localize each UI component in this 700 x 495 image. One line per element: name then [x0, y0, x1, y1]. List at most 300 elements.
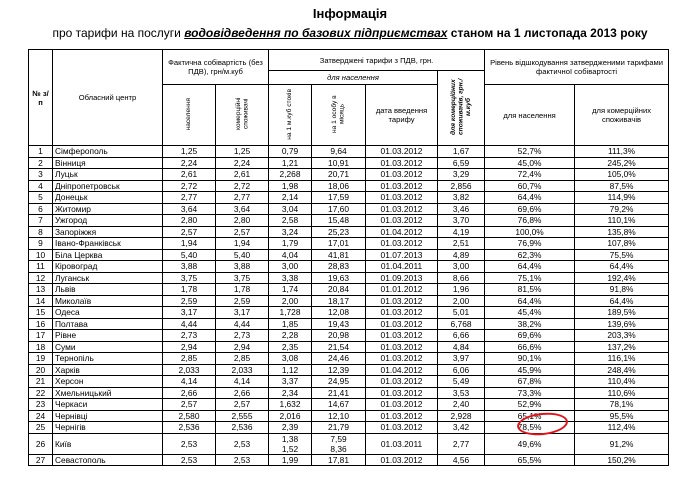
table-row — [29, 215, 669, 227]
cell-cc: 2,59 — [216, 295, 269, 307]
header-level: Рівень відшкодування затвердженими тарифами фактичної собівартості — [485, 50, 669, 85]
cell-cc: 2,66 — [216, 387, 269, 399]
cell-lp: 69,6% — [485, 203, 575, 215]
cell-city: Чернігів — [53, 422, 163, 434]
cell-city: Тернопіль — [53, 353, 163, 365]
cell-lp: 75,1% — [485, 272, 575, 284]
cell-n: 6 — [29, 203, 53, 215]
cell-n: 21 — [29, 376, 53, 388]
cell-tc: 8,66 — [438, 272, 485, 284]
document-title: Інформація — [312, 6, 388, 21]
cell-t1: 1,21 — [269, 157, 312, 169]
cell-lc: 91,2% — [575, 433, 669, 454]
cell-t2: 12,39 — [312, 364, 366, 376]
cell-tc: 1,96 — [438, 284, 485, 296]
cell-d: 01.03.2012 — [366, 307, 438, 319]
cell-cp: 2,57 — [163, 399, 216, 411]
cell-lp: 76,8% — [485, 215, 575, 227]
cell-t2: 15,48 — [312, 215, 366, 227]
cell-tc: 6,06 — [438, 364, 485, 376]
cell-t1: 2,35 — [269, 341, 312, 353]
cell-lc: 110,1% — [575, 215, 669, 227]
cell-t2: 14,67 — [312, 399, 366, 411]
cell-tc: 2,51 — [438, 238, 485, 250]
cell-lc: 111,3% — [575, 146, 669, 158]
cell-d: 01.03.2012 — [366, 422, 438, 434]
cell-cp: 2,59 — [163, 295, 216, 307]
cell-cp: 2,580 — [163, 410, 216, 422]
cell-city: Сімферополь — [53, 146, 163, 158]
cell-cp: 2,033 — [163, 364, 216, 376]
cell-tc: 3,00 — [438, 261, 485, 273]
cell-lc: 135,8% — [575, 226, 669, 238]
header-per-cube: на 1 м.куб стоків — [269, 85, 312, 146]
cell-tc: 6,66 — [438, 330, 485, 342]
cell-n: 22 — [29, 387, 53, 399]
cell-city: Луцьк — [53, 169, 163, 181]
cell-cc: 2,033 — [216, 364, 269, 376]
cell-cp: 4,14 — [163, 376, 216, 388]
cell-city: Дніпропетровськ — [53, 180, 163, 192]
cell-t1: 3,38 — [269, 272, 312, 284]
cell-t2: 24,95 — [312, 376, 366, 388]
cell-cc: 2,24 — [216, 157, 269, 169]
cell-city: Запоріжжя — [53, 226, 163, 238]
cell-tc: 3,53 — [438, 387, 485, 399]
cell-lp: 81,5% — [485, 284, 575, 296]
cell-cp: 3,88 — [163, 261, 216, 273]
cell-d: 01.03.2012 — [366, 169, 438, 181]
cell-city: Луганськ — [53, 272, 163, 284]
cell-n: 10 — [29, 249, 53, 261]
cell-t2: 24,46 — [312, 353, 366, 365]
cell-cp: 2,73 — [163, 330, 216, 342]
cell-lc: 114,9% — [575, 192, 669, 204]
cell-t1: 2,14 — [269, 192, 312, 204]
cell-cp: 3,17 — [163, 307, 216, 319]
cell-d: 01.04.2012 — [366, 226, 438, 238]
cell-t2: 20,98 — [312, 330, 366, 342]
cell-cc: 3,17 — [216, 307, 269, 319]
cell-t1: 3,00 — [269, 261, 312, 273]
cell-d: 01.03.2012 — [366, 180, 438, 192]
cell-n: 3 — [29, 169, 53, 181]
subtitle-emphasis: водовідведення по базових підприємствах — [184, 26, 448, 40]
cell-n: 4 — [29, 180, 53, 192]
cell-n: 17 — [29, 330, 53, 342]
cell-t2: 19,63 — [312, 272, 366, 284]
cell-lp: 65,5% — [485, 454, 575, 466]
cell-lc: 192,4% — [575, 272, 669, 284]
cell-lc: 110,6% — [575, 387, 669, 399]
cell-d: 01.03.2012 — [366, 353, 438, 365]
cell-cp: 1,78 — [163, 284, 216, 296]
table-row — [29, 249, 669, 261]
cell-city: Чернівці — [53, 410, 163, 422]
cell-cc: 2,94 — [216, 341, 269, 353]
cell-d: 01.03.2012 — [366, 238, 438, 250]
cell-cc: 4,14 — [216, 376, 269, 388]
cell-lp: 100,0% — [485, 226, 575, 238]
cell-t2: 12,10 — [312, 410, 366, 422]
cell-lp: 66,6% — [485, 341, 575, 353]
table-row — [29, 433, 669, 454]
table-row — [29, 203, 669, 215]
cell-city: Севастополь — [53, 454, 163, 466]
cell-cp: 2,80 — [163, 215, 216, 227]
cell-d: 01.03.2011 — [366, 433, 438, 454]
cell-n: 16 — [29, 318, 53, 330]
cell-d: 01.03.2012 — [366, 376, 438, 388]
cell-tc: 4,84 — [438, 341, 485, 353]
cell-lp: 64,4% — [485, 295, 575, 307]
cell-lc: 110,4% — [575, 376, 669, 388]
table-row — [29, 399, 669, 411]
cell-city: Івано-Франківськ — [53, 238, 163, 250]
header-center: Обласний центр — [53, 50, 163, 146]
cell-lc: 137,2% — [575, 341, 669, 353]
cell-t1: 1,79 — [269, 238, 312, 250]
cell-cc: 4,44 — [216, 318, 269, 330]
cell-cp: 1,94 — [163, 238, 216, 250]
tariff-table — [28, 49, 669, 466]
cell-lc: 91,8% — [575, 284, 669, 296]
table-row — [29, 295, 669, 307]
cell-n: 2 — [29, 157, 53, 169]
cell-t1: 4,04 — [269, 249, 312, 261]
cell-city: Миколаїв — [53, 295, 163, 307]
table-row — [29, 226, 669, 238]
cell-t2: 17,01 — [312, 238, 366, 250]
cell-t2: 7,59 8,36 — [312, 433, 366, 454]
cell-lc: 75,5% — [575, 249, 669, 261]
table-row — [29, 284, 669, 296]
cell-city: Кіровоград — [53, 261, 163, 273]
cell-t2: 17,81 — [312, 454, 366, 466]
cell-n: 26 — [29, 433, 53, 454]
cell-t2: 41,81 — [312, 249, 366, 261]
cell-cc: 3,88 — [216, 261, 269, 273]
cell-lc: 95,5% — [575, 410, 669, 422]
cell-t2: 21,79 — [312, 422, 366, 434]
cell-tc: 6,768 — [438, 318, 485, 330]
cell-t2: 9,64 — [312, 146, 366, 158]
cell-t1: 3,08 — [269, 353, 312, 365]
cell-cc: 3,75 — [216, 272, 269, 284]
cell-lp: 73,3% — [485, 387, 575, 399]
cell-cc: 2,57 — [216, 399, 269, 411]
cell-city: Рівне — [53, 330, 163, 342]
cell-city: Херсон — [53, 376, 163, 388]
cell-n: 11 — [29, 261, 53, 273]
table-row — [29, 353, 669, 365]
header-tariffs: Затверджені тарифи з ПДВ, грн. — [269, 50, 485, 71]
cell-t1: 1,99 — [269, 454, 312, 466]
cell-cp: 2,85 — [163, 353, 216, 365]
cell-n: 23 — [29, 399, 53, 411]
cell-lc: 139,6% — [575, 318, 669, 330]
cell-cp: 4,44 — [163, 318, 216, 330]
cell-lp: 64,4% — [485, 192, 575, 204]
header-date: дата введення тарифу — [366, 85, 438, 146]
cell-t1: 1,74 — [269, 284, 312, 296]
cell-tc: 3,82 — [438, 192, 485, 204]
cell-city: Суми — [53, 341, 163, 353]
cell-n: 19 — [29, 353, 53, 365]
cell-d: 01.03.2012 — [366, 146, 438, 158]
cell-lc: 245,2% — [575, 157, 669, 169]
cell-t1: 3,37 — [269, 376, 312, 388]
cell-n: 13 — [29, 284, 53, 296]
cell-lp: 64,4% — [485, 261, 575, 273]
cell-city: Київ — [53, 433, 163, 454]
table-row — [29, 330, 669, 342]
cell-lc: 189,5% — [575, 307, 669, 319]
cell-tc: 6,59 — [438, 157, 485, 169]
table-row — [29, 146, 669, 158]
cell-lp: 72,4% — [485, 169, 575, 181]
cell-n: 18 — [29, 341, 53, 353]
cell-lc: 79,2% — [575, 203, 669, 215]
cell-cc: 2,72 — [216, 180, 269, 192]
cell-cc: 2,57 — [216, 226, 269, 238]
cell-t2: 19,43 — [312, 318, 366, 330]
cell-city: Харків — [53, 364, 163, 376]
cell-lp: 45,4% — [485, 307, 575, 319]
cell-d: 01.03.2012 — [366, 192, 438, 204]
cell-n: 1 — [29, 146, 53, 158]
cell-t1: 1,38 1,52 — [269, 433, 312, 454]
cell-cp: 2,72 — [163, 180, 216, 192]
cell-lc: 112,4% — [575, 422, 669, 434]
cell-d: 01.07.2013 — [366, 249, 438, 261]
cell-city: Одеса — [53, 307, 163, 319]
cell-tc: 2,77 — [438, 433, 485, 454]
cell-n: 27 — [29, 454, 53, 466]
cell-cp: 2,66 — [163, 387, 216, 399]
cell-d: 01.03.2012 — [366, 215, 438, 227]
cell-lp: 67,8% — [485, 376, 575, 388]
cell-cc: 2,61 — [216, 169, 269, 181]
cell-t2: 20,71 — [312, 169, 366, 181]
cell-t2: 28,83 — [312, 261, 366, 273]
table-row — [29, 180, 669, 192]
cell-t1: 1,728 — [269, 307, 312, 319]
cell-lp: 45,0% — [485, 157, 575, 169]
cell-city: Львів — [53, 284, 163, 296]
cell-d: 01.03.2012 — [366, 341, 438, 353]
cell-cc: 2,536 — [216, 422, 269, 434]
cell-t1: 2,28 — [269, 330, 312, 342]
cell-cc: 2,85 — [216, 353, 269, 365]
cell-cc: 2,53 — [216, 454, 269, 466]
header-level-commercial: для комерційних споживачів — [575, 85, 669, 146]
cell-t1: 1,98 — [269, 180, 312, 192]
cell-cp: 1,25 — [163, 146, 216, 158]
cell-cc: 5,40 — [216, 249, 269, 261]
cell-tc: 3,42 — [438, 422, 485, 434]
cell-t1: 0,79 — [269, 146, 312, 158]
cell-cc: 1,78 — [216, 284, 269, 296]
cell-lp: 76,9% — [485, 238, 575, 250]
cell-cp: 2,53 — [163, 454, 216, 466]
cell-t2: 17,60 — [312, 203, 366, 215]
cell-n: 25 — [29, 422, 53, 434]
cell-d: 01.03.2012 — [366, 454, 438, 466]
cell-d: 01.03.2012 — [366, 387, 438, 399]
header-num: № з/п — [29, 50, 53, 146]
cell-lc: 64,4% — [575, 295, 669, 307]
cell-n: 8 — [29, 226, 53, 238]
table-row — [29, 376, 669, 388]
cell-t2: 18,06 — [312, 180, 366, 192]
cell-cc: 3,64 — [216, 203, 269, 215]
cell-cc: 2,73 — [216, 330, 269, 342]
table-row — [29, 272, 669, 284]
table-row — [29, 341, 669, 353]
header-cost-commercial: комерційні споживачі — [216, 85, 269, 146]
cell-cc: 2,555 — [216, 410, 269, 422]
cell-d: 01.03.2012 — [366, 203, 438, 215]
cell-d: 01.03.2012 — [366, 295, 438, 307]
cell-t1: 1,12 — [269, 364, 312, 376]
cell-t1: 2,34 — [269, 387, 312, 399]
cell-tc: 2,928 — [438, 410, 485, 422]
cell-cp: 2,53 — [163, 433, 216, 454]
cell-cc: 2,80 — [216, 215, 269, 227]
cell-n: 15 — [29, 307, 53, 319]
cell-city: Донецьк — [53, 192, 163, 204]
cell-t2: 17,59 — [312, 192, 366, 204]
header-for-population: для населення — [269, 71, 438, 85]
table-row — [29, 157, 669, 169]
cell-lp: 60,7% — [485, 180, 575, 192]
cell-d: 01.03.2012 — [366, 157, 438, 169]
cell-cc: 1,25 — [216, 146, 269, 158]
cell-lp: 38,2% — [485, 318, 575, 330]
header-per-person: на 1 особу в місяць — [312, 85, 366, 146]
cell-tc: 2,00 — [438, 295, 485, 307]
cell-d: 01.04.2012 — [366, 364, 438, 376]
cell-city: Полтава — [53, 318, 163, 330]
table-row — [29, 364, 669, 376]
cell-lp: 62,3% — [485, 249, 575, 261]
cell-t1: 2,58 — [269, 215, 312, 227]
cell-cp: 2,77 — [163, 192, 216, 204]
subtitle-pre: про тарифи на послуги — [52, 26, 185, 40]
cell-cc: 1,94 — [216, 238, 269, 250]
cell-cp: 2,536 — [163, 422, 216, 434]
cell-cp: 2,24 — [163, 157, 216, 169]
cell-tc: 3,97 — [438, 353, 485, 365]
cell-lp: 69,6% — [485, 330, 575, 342]
cell-d: 01.04.2011 — [366, 261, 438, 273]
cell-t1: 2,016 — [269, 410, 312, 422]
cell-city: Хмельницький — [53, 387, 163, 399]
cell-t2: 10,91 — [312, 157, 366, 169]
cell-lp: 65,1% — [485, 410, 575, 422]
cell-lp: 90,1% — [485, 353, 575, 365]
cell-lp: 52,7% — [485, 146, 575, 158]
header-commercial-tariff: для комерційних споживачів, грн./м.куб — [438, 71, 485, 146]
cell-tc: 2,40 — [438, 399, 485, 411]
cell-city: Біла Церква — [53, 249, 163, 261]
cell-n: 7 — [29, 215, 53, 227]
cell-cp: 3,64 — [163, 203, 216, 215]
cell-tc: 3,29 — [438, 169, 485, 181]
cell-t1: 1,632 — [269, 399, 312, 411]
cell-n: 5 — [29, 192, 53, 204]
cell-cp: 5,40 — [163, 249, 216, 261]
document-subtitle — [0, 25, 700, 41]
cell-t1: 3,04 — [269, 203, 312, 215]
header-cost: Фактична собівартість (без ПДВ), грн/м.куб — [163, 50, 269, 85]
cell-city: Житомир — [53, 203, 163, 215]
cell-tc: 4,19 — [438, 226, 485, 238]
document-header — [0, 6, 700, 41]
table-row — [29, 410, 669, 422]
cell-d: 01.03.2012 — [366, 318, 438, 330]
table-body — [29, 146, 669, 466]
cell-tc: 1,67 — [438, 146, 485, 158]
cell-n: 12 — [29, 272, 53, 284]
cell-lc: 150,2% — [575, 454, 669, 466]
header-cost-population: населення — [163, 85, 216, 146]
cell-n: 9 — [29, 238, 53, 250]
cell-n: 14 — [29, 295, 53, 307]
table-row — [29, 454, 669, 466]
cell-tc: 2,856 — [438, 180, 485, 192]
cell-tc: 5,01 — [438, 307, 485, 319]
cell-lp: 78,5% — [485, 422, 575, 434]
cell-t1: 2,39 — [269, 422, 312, 434]
cell-cc: 2,77 — [216, 192, 269, 204]
cell-lc: 116,1% — [575, 353, 669, 365]
cell-lc: 248,4% — [575, 364, 669, 376]
cell-lp: 52,9% — [485, 399, 575, 411]
cell-t1: 2,00 — [269, 295, 312, 307]
cell-d: 01.01.2012 — [366, 284, 438, 296]
table-row — [29, 422, 669, 434]
cell-tc: 4,89 — [438, 249, 485, 261]
cell-lc: 203,3% — [575, 330, 669, 342]
cell-d: 01.09.2013 — [366, 272, 438, 284]
cell-lc: 64,4% — [575, 261, 669, 273]
cell-t1: 3,24 — [269, 226, 312, 238]
cell-d: 01.03.2012 — [366, 410, 438, 422]
cell-n: 20 — [29, 364, 53, 376]
cell-t2: 21,54 — [312, 341, 366, 353]
table-row — [29, 169, 669, 181]
cell-t2: 21,41 — [312, 387, 366, 399]
table-row — [29, 238, 669, 250]
cell-t2: 12,08 — [312, 307, 366, 319]
cell-d: 01.03.2012 — [366, 399, 438, 411]
cell-tc: 4,56 — [438, 454, 485, 466]
table-row — [29, 387, 669, 399]
cell-t2: 25,23 — [312, 226, 366, 238]
cell-cc: 2,53 — [216, 433, 269, 454]
cell-cp: 3,75 — [163, 272, 216, 284]
cell-t1: 1,85 — [269, 318, 312, 330]
cell-lc: 78,1% — [575, 399, 669, 411]
cell-lc: 107,8% — [575, 238, 669, 250]
table-row — [29, 318, 669, 330]
cell-lp: 45,9% — [485, 364, 575, 376]
cell-tc: 3,46 — [438, 203, 485, 215]
cell-t2: 18,17 — [312, 295, 366, 307]
cell-cp: 2,57 — [163, 226, 216, 238]
